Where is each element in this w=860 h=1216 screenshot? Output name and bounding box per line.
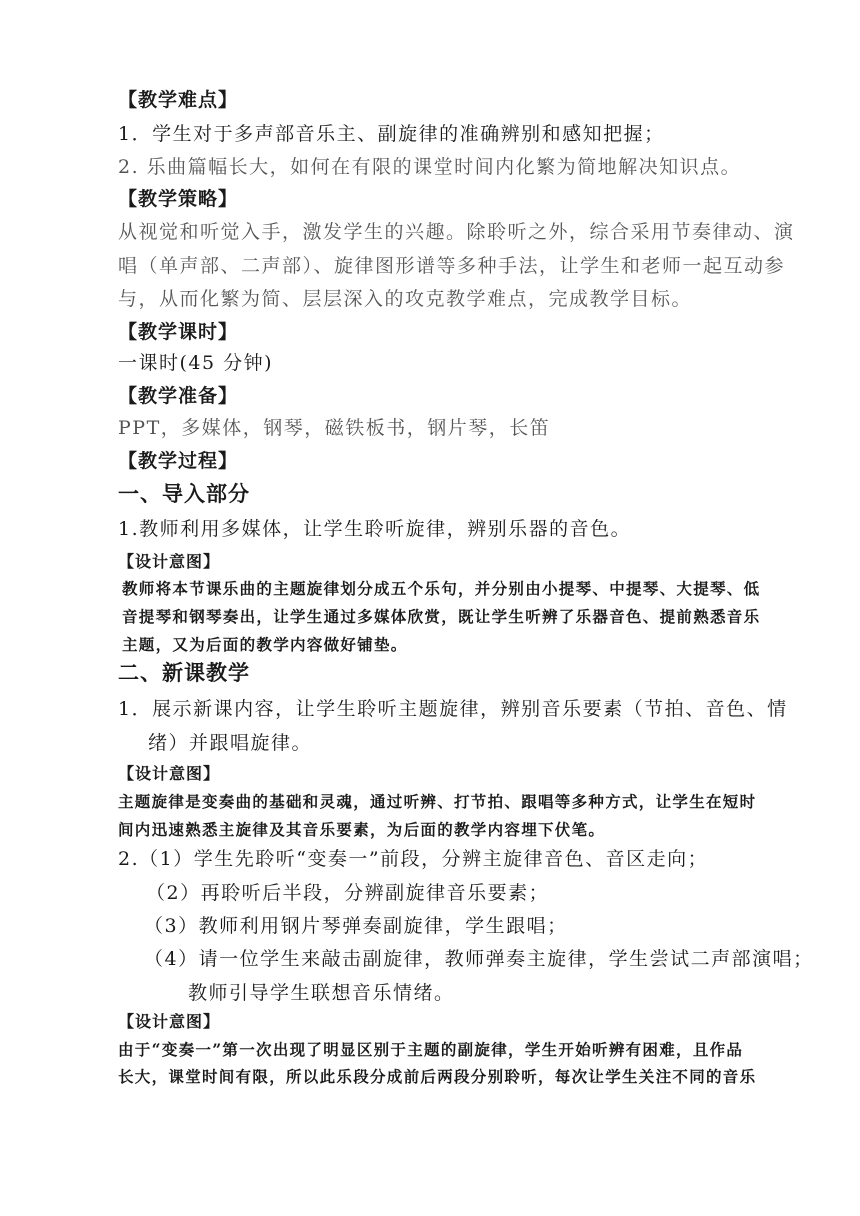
section2-item-2-line: （2）再聆听后半段，分辨副旋律音乐要素； [146,882,550,904]
difficulty-heading: 【教学难点】 [118,89,239,111]
design-heading: 【设计意图】 [118,1012,221,1031]
strategy-line: 与，从而化繁为简、层层深入的攻克教学难点，完成教学目标。 [118,288,693,310]
section2-item-2-line: 教师引导学生联想音乐情绪。 [188,982,455,1004]
section2-item-1-line: 1．展示新课内容，让学生聆听主题旋律，辨别音乐要素（节拍、音色、情 [118,698,788,720]
design2-line: 主题旋律是变奏曲的基础和灵魂，通过听辨、打节拍、跟唱等多种方式，让学生在短时 [118,792,757,811]
section2-title: 二、新课教学 [118,660,250,685]
strategy-line: 唱（单声部、二声部）、旋律图形谱等多种手法，让学生和老师一起互动参 [118,255,786,277]
section2-item-1-line: 绪）并跟唱旋律。 [148,732,313,754]
design3-line: 由于“变奏一”第一次出现了明显区别于主题的副旋律，学生开始听辨有困难，且作品 [118,1040,744,1059]
design1-line: 教师将本节课乐曲的主题旋律划分成五个乐句，并分别由小提琴、中提琴、大提琴、低 [122,579,761,598]
process-heading: 【教学过程】 [118,450,239,472]
section1-title: 一、导入部分 [118,481,250,506]
difficulty-item-1: 1．学生对于多声部音乐主、副旋律的准确辨别和感知把握； [118,123,665,145]
prep-text: PPT，多媒体，钢琴，磁铁板书，钢片琴，长笛 [118,417,551,439]
section2-item-2-line: （4）请一位学生来敲击副旋律，教师弹奏主旋律，学生尝试二声部演唱； [144,948,814,970]
hours-heading: 【教学课时】 [118,321,239,343]
hours-text: 一课时(45 分钟) [118,352,274,374]
difficulty-item-2: 2. 乐曲篇幅长大，如何在有限的课堂时间内化繁为简地解决知识点。 [118,156,742,178]
design-heading: 【设计意图】 [118,764,221,783]
prep-heading: 【教学准备】 [118,385,239,407]
section2-item-2-line: 2.（1）学生先聆听“变奏一”前段，分辨主旋律音色、音区走向； [118,848,709,870]
design2-line: 间内迅速熟悉主旋律及其音乐要素，为后面的教学内容埋下伏笔。 [118,820,606,839]
design1-line: 音提琴和钢琴奏出，让学生通过多媒体欣赏，既让学生听辨了乐器音色、提前熟悉音乐 [122,607,761,626]
section2-item-2-line: （3）教师利用钢片琴弹奏副旋律，学生跟唱； [144,915,568,937]
design-heading: 【设计意图】 [118,552,221,571]
design1-line: 主题，又为后面的教学内容做好铺垫。 [122,635,408,654]
design3-line: 长大，课堂时间有限，所以此乐段分成前后两段分别聆听，每次让学生关注不同的音乐 [118,1067,757,1086]
strategy-heading: 【教学策略】 [118,188,239,210]
section1-item-1: 1.教师利用多媒体，让学生聆听旋律，辨别乐器的音色。 [118,518,632,540]
strategy-line: 从视觉和听觉入手，激发学生的兴趣。除聆听之外，综合采用节奏律动、演 [118,221,795,243]
